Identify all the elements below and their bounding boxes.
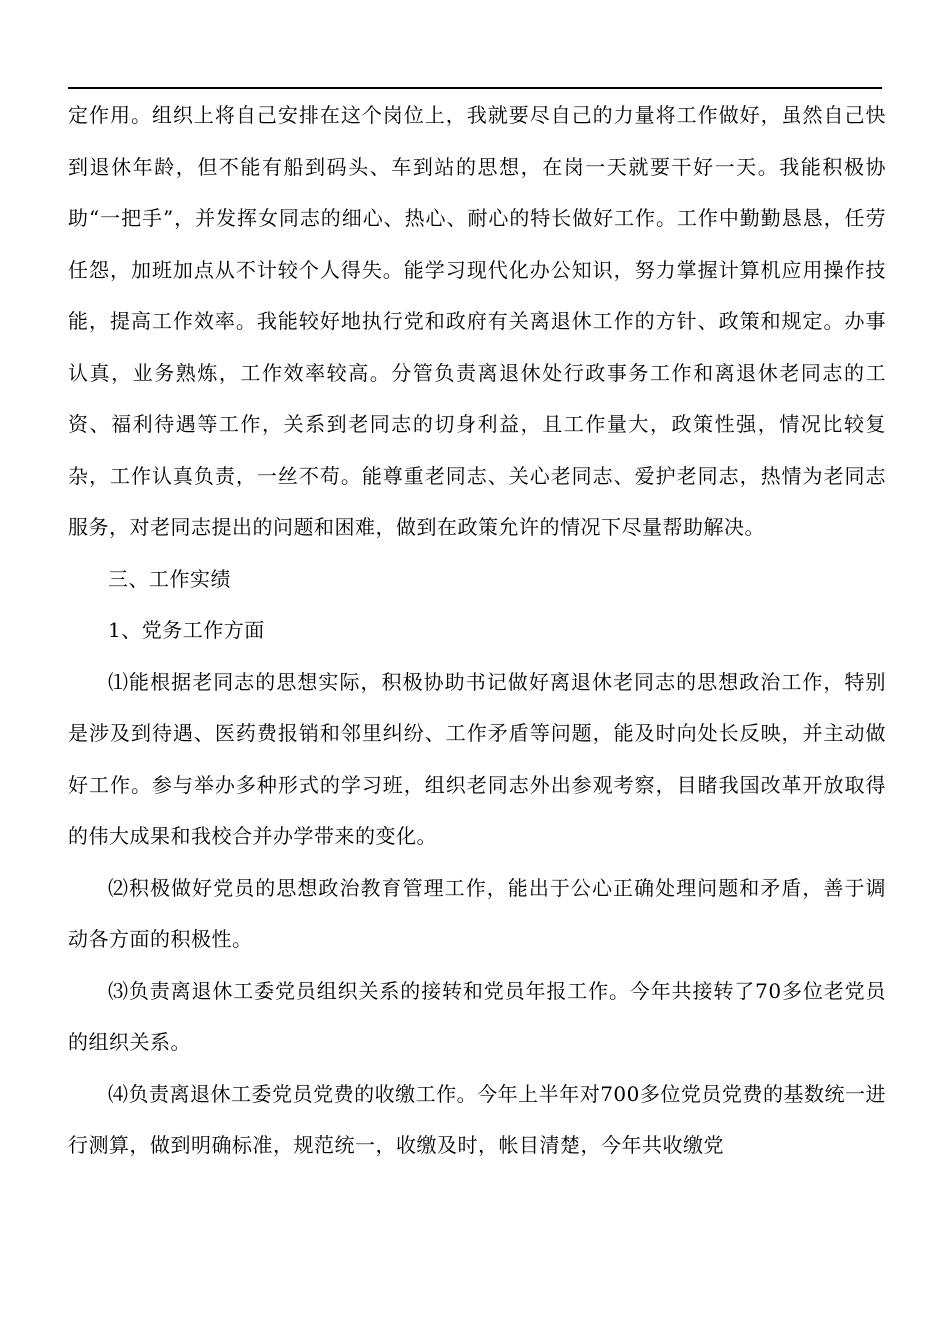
paragraph: 定作用。组织上将自己安排在这个岗位上，我就要尽自己的力量将工作做好，虽然自己快到退休年龄，但不能有船到码头、车到站的思想，在岗一天就要干好一天。我能积极协助“一把手”，并发挥女同志的细心、热心、耐心的特长做好工作。工作中勤勤恳恳，任劳任怨，加班加点从不计较个人得失。能学习现代化办公知识，努力掌握计算机应用操作技能，提高工作效率。我能较好地执行党和政府有关离退休工作的方针、政策和规定。办事认真，业务熟炼，工作效率较高。分管负责离退休处行政事务工作和离退休老同志的工资、福利待遇等工作，关系到老同志的切身利益，且工作量大，政策性强，情况比较复杂，工作认真负责，一丝不苟。能尊重老同志、关心老同志、爱护老同志，热情为老同志服务，对老同志提出的问题和困难，做到在政策允许的情况下尽量帮助解决。	[68, 103, 886, 539]
subsection-heading: 1、党务工作方面	[108, 618, 265, 642]
section-heading: 三、工作实绩	[108, 566, 231, 591]
paragraph: ⑴能根据老同志的思想实际，积极协助书记做好离退休老同志的思想政治工作，特别是涉及到待遇、医药费报销和邻里纠纷、工作矛盾等问题，能及时向处长反映，并主动做好工作。参与举办多种形式的学习班，组织老同志外出参观考察，目睹我国改革开放取得的伟大成果和我校合并办学带来的变化。	[68, 669, 886, 848]
header-rule	[68, 87, 882, 89]
paragraph: ⑵积极做好党员的思想政治教育管理工作，能出于公心正确处理问题和矛盾，善于调动各方面的积极性。	[68, 875, 886, 951]
document-body	[68, 90, 886, 1172]
paragraph: ⑶负责离退休工委党员组织关系的接转和党员年报工作。今年共接转了70多位老党员的组织关系。	[68, 978, 886, 1054]
paragraph: ⑷负责离退休工委党员党费的收缴工作。今年上半年对700多位党员党费的基数统一进行测算，做到明确标准，规范统一，收缴及时，帐目清楚，今年共收缴党	[68, 1081, 886, 1157]
